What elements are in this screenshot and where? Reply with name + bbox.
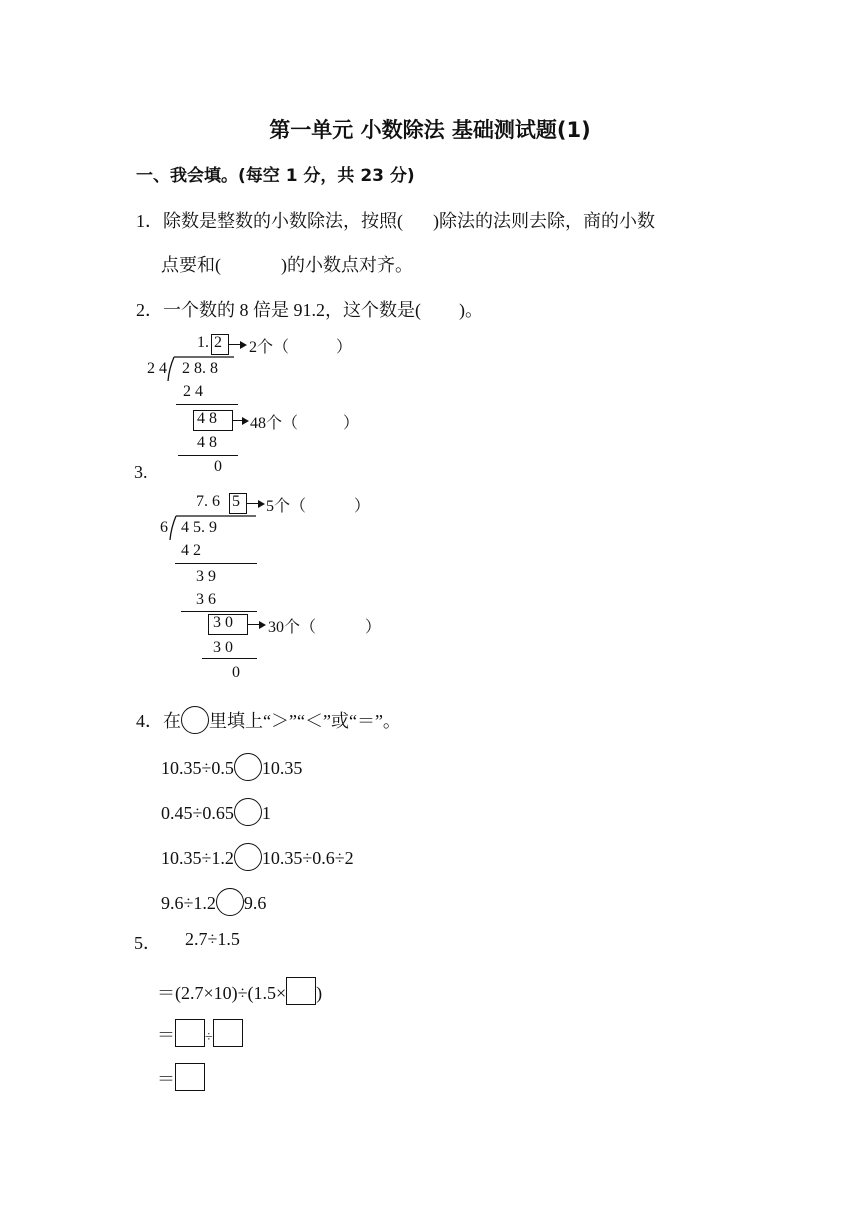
- div2-arrow-2: [248, 624, 264, 625]
- q1-text-b: )除法的法则去除，商的小数: [433, 211, 655, 231]
- q2-text-a: 2．一个数的 8 倍是 91.2，这个数是(: [136, 300, 421, 320]
- q4-item-2: [161, 798, 271, 826]
- q5-step-2: [157, 1019, 243, 1047]
- q4-item-2-circle[interactable]: [234, 798, 262, 826]
- q4-item-3-left: 10.35÷1.2: [161, 848, 234, 868]
- q5-step-3: [157, 1063, 205, 1091]
- div1-arrow-1: [229, 344, 245, 345]
- div1-dividend: 2 8. 8: [182, 360, 218, 377]
- q4-item-4-left: 9.6÷1.2: [161, 893, 216, 913]
- q5-box-multiplier[interactable]: [286, 977, 316, 1005]
- div1-final: 0: [214, 458, 222, 475]
- div2-quotient-digit: 5: [232, 493, 240, 510]
- q4-item-3-circle[interactable]: [234, 843, 262, 871]
- div1-sub-2: 4 8: [197, 434, 217, 451]
- q4-text-a: 4．在: [136, 711, 181, 731]
- div1-quotient: 1.: [197, 334, 209, 351]
- question-1-line-1: [136, 207, 655, 233]
- q4-text-b: 里填上“＞”“＜”或“＝”。: [209, 711, 401, 731]
- q4-item-3: [161, 843, 354, 871]
- section-heading: 一、我会填。(每空 1 分，共 23 分): [136, 166, 415, 186]
- div2-line-3: [202, 658, 257, 659]
- question-5-expression: 2.7÷1.5: [185, 929, 240, 949]
- div2-line-2: [181, 611, 257, 612]
- q5-box-result[interactable]: [175, 1063, 205, 1091]
- div2-arrow-1: [247, 503, 263, 504]
- div2-note-1-close: ）: [354, 498, 371, 515]
- div1-line-1: [176, 404, 238, 405]
- q1-text-d: )的小数点对齐。: [281, 255, 413, 275]
- question-2: [136, 296, 483, 322]
- q4-item-4-circle[interactable]: [216, 888, 244, 916]
- q5-step-1: [157, 977, 322, 1005]
- page-title: 第一单元 小数除法 基础测试题(1): [269, 118, 591, 142]
- div1-note-1-close: ）: [336, 339, 353, 356]
- div2-sub-1: 4 2: [181, 542, 201, 559]
- div1-arrow-2: [233, 420, 247, 421]
- question-1-line-2: [161, 251, 413, 277]
- question-4-stem: [136, 706, 401, 734]
- q4-item-1-right: 10.35: [261, 758, 303, 778]
- q2-text-b: )。: [459, 300, 483, 320]
- div2-line-1: [175, 563, 257, 564]
- div1-remainder: 4 8: [197, 410, 217, 427]
- div2-divisor: 6: [160, 519, 168, 536]
- div2-quotient: 7. 6: [196, 493, 220, 510]
- q5-step-3-eq: ＝: [157, 1069, 175, 1089]
- div1-sub-1: 2 4: [183, 383, 203, 400]
- q4-item-1-left: 10.35÷0.5: [161, 758, 234, 778]
- q1-text-a: 1．除数是整数的小数除法，按照(: [136, 211, 403, 231]
- q5-step-2-eq: ＝: [157, 1025, 175, 1045]
- div2-note-2-close: ）: [365, 619, 382, 636]
- q4-stem-circle: [181, 706, 209, 734]
- div2-dividend: 4 5. 9: [181, 519, 217, 536]
- div2-sub-3: 3 0: [213, 639, 233, 656]
- div2-remainder-1: 3 9: [196, 568, 216, 585]
- q4-item-4-right: 9.6: [243, 893, 267, 913]
- div1-note-2-close: ）: [343, 415, 360, 432]
- q5-box-dividend[interactable]: [175, 1019, 205, 1047]
- q5-step-1-text-b: ): [316, 983, 323, 1003]
- div2-sub-2: 3 6: [196, 591, 216, 608]
- q4-item-1: [161, 753, 302, 781]
- div2-remainder-2: 3 0: [213, 614, 233, 631]
- q5-box-divisor[interactable]: [213, 1019, 243, 1047]
- question-3-number: 3.: [134, 462, 148, 482]
- q4-item-2-right: 1: [261, 803, 271, 823]
- div1-note-2: 48个（: [250, 415, 299, 432]
- q5-step-2-div: ÷: [205, 1030, 213, 1045]
- q4-item-2-left: 0.45÷0.65: [161, 803, 234, 823]
- q4-item-4: [161, 888, 266, 916]
- q5-step-1-text-a: ＝(2.7×10)÷(1.5×: [157, 983, 287, 1003]
- div1-divisor: 2 4: [147, 360, 167, 377]
- q4-item-1-circle[interactable]: [234, 753, 262, 781]
- div2-final: 0: [232, 664, 240, 681]
- div1-quotient-digit: 2: [214, 334, 222, 351]
- div2-note-1: 5个（: [266, 498, 307, 515]
- q4-item-3-right: 10.35÷0.6÷2: [261, 848, 354, 868]
- q1-text-c: 点要和(: [161, 255, 221, 275]
- div1-line-2: [178, 455, 238, 456]
- div2-note-2: 30个（: [268, 619, 317, 636]
- div1-note-1: 2个（: [249, 339, 290, 356]
- question-5-number: 5．: [134, 933, 161, 953]
